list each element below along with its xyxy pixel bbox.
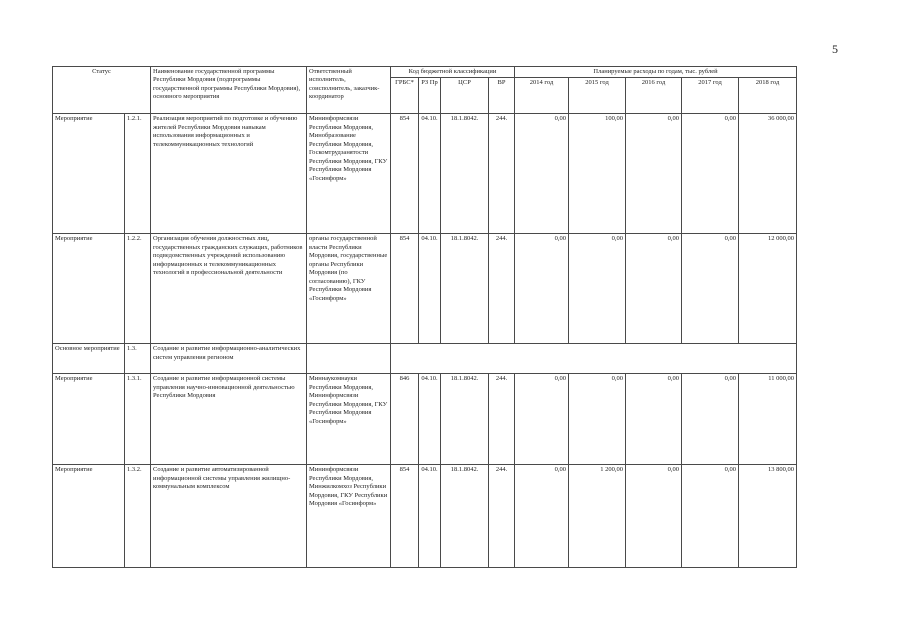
row-status: Мероприятие [53,234,125,344]
row-vr: 244. [489,234,515,344]
row-status: Основное мероприятие [53,344,125,374]
row-csr: 18.1.8042. [441,465,489,568]
row-csr: 18.1.8042. [441,114,489,234]
table-row [53,374,797,465]
row-2018: 13 800,00 [739,465,797,568]
row-name: Организация обучения должностных лиц, государственных гражданских служащих, работников подведомственных учреждений использованию информационных и телекоммуникационных технологий в профессиональной деятельности [151,234,307,344]
row-status: Мероприятие [53,374,125,465]
row-responsible [307,344,391,374]
row-2015: 0,00 [569,234,626,344]
row-responsible: органы государственной власти Республики Мордовия, государственные органы Республики Мордовия (по согласованию), ГКУ Республики Мордовия «Госинформ» [307,234,391,344]
table-row [53,114,797,234]
header-vr: ВР [489,78,515,114]
row-name: Создание и развитие информационно-аналитических систем управления регионом [151,344,307,374]
row-2014: 0,00 [515,114,569,234]
row-2018: 36 000,00 [739,114,797,234]
row-rzpr: 04.10. [419,114,441,234]
row-name: Реализация мероприятий по подготовке и обучению жителей Республики Мордовия навыкам использования информационных и телекоммуникационных технологий [151,114,307,234]
row-grbs: 854 [391,465,419,568]
header-year-2014: 2014 год [515,78,569,114]
row-vr: 244. [489,465,515,568]
header-grbs: ГРБС* [391,78,419,114]
row-grbs: 854 [391,234,419,344]
row-grbs: 846 [391,374,419,465]
header-planned-expenses: Планируемые расходы по годам, тыс. рублей [515,67,797,78]
header-year-2016: 2016 год [626,78,682,114]
row-2014: 0,00 [515,234,569,344]
header-year-2018: 2018 год [739,78,797,114]
row-code: 1.3.1. [125,374,151,465]
header-csr: ЦСР [441,78,489,114]
row-csr: 18.1.8042. [441,234,489,344]
row-2015: 0,00 [569,374,626,465]
row-empty-span [391,344,797,374]
row-2017: 0,00 [682,374,739,465]
row-2016: 0,00 [626,114,682,234]
table-row [53,465,797,568]
row-vr: 244. [489,114,515,234]
row-rzpr: 04.10. [419,465,441,568]
row-2016: 0,00 [626,234,682,344]
row-code: 1.3. [125,344,151,374]
row-code: 1.3.2. [125,465,151,568]
row-2015: 100,00 [569,114,626,234]
header-responsible: Ответственный исполнитель, соисполнитель, заказчик-координатор [307,67,391,114]
row-2016: 0,00 [626,374,682,465]
table-row [53,234,797,344]
header-name: Наименование государственной программы Республики Мордовия (подпрограммы государственной программы Республики Мордовия), основного мероприятия [151,67,307,114]
header-budget-code: Код бюджетной классификации [391,67,515,78]
header-year-2017: 2017 год [682,78,739,114]
row-2018: 12 000,00 [739,234,797,344]
page-number: 5 [832,42,838,56]
budget-table [52,66,797,568]
row-2014: 0,00 [515,374,569,465]
header-year-2015: 2015 год [569,78,626,114]
row-vr: 244. [489,374,515,465]
row-code: 1.2.1. [125,114,151,234]
row-csr: 18.1.8042. [441,374,489,465]
row-status: Мероприятие [53,465,125,568]
row-responsible: Миннаукомнауки Республики Мордовия, Мининформсвязи Республики Мордовия, ГКУ Республики Мордовия «Госинформ» [307,374,391,465]
row-responsible: Мининформсвязи Республики Мордовия, Минобразование Республики Мордовия, Госкомтрудзанятости Республики Мордовия, ГКУ Республики Мордовия «Госинформ» [307,114,391,234]
row-2017: 0,00 [682,234,739,344]
row-rzpr: 04.10. [419,234,441,344]
row-code: 1.2.2. [125,234,151,344]
row-responsible: Мининформсвязи Республики Мордовия, Минжилкомхоз Республики Мордовия, ГКУ Республики Мордовия «Госинформ» [307,465,391,568]
row-name: Создание и развитие информационной системы управления научно-инновационной деятельностью Республики Мордовия [151,374,307,465]
table-row [53,344,797,374]
row-rzpr: 04.10. [419,374,441,465]
header-status: Статус [53,67,151,114]
header-rz-pr: РЗ Пр [419,78,441,114]
row-2016: 0,00 [626,465,682,568]
row-status: Мероприятие [53,114,125,234]
row-2018: 11 000,00 [739,374,797,465]
row-2015: 1 200,00 [569,465,626,568]
row-grbs: 854 [391,114,419,234]
row-2017: 0,00 [682,114,739,234]
row-2017: 0,00 [682,465,739,568]
row-2014: 0,00 [515,465,569,568]
row-name: Создание и развитие автоматизированной информационной системы управления жилищно-коммунальным комплексом [151,465,307,568]
